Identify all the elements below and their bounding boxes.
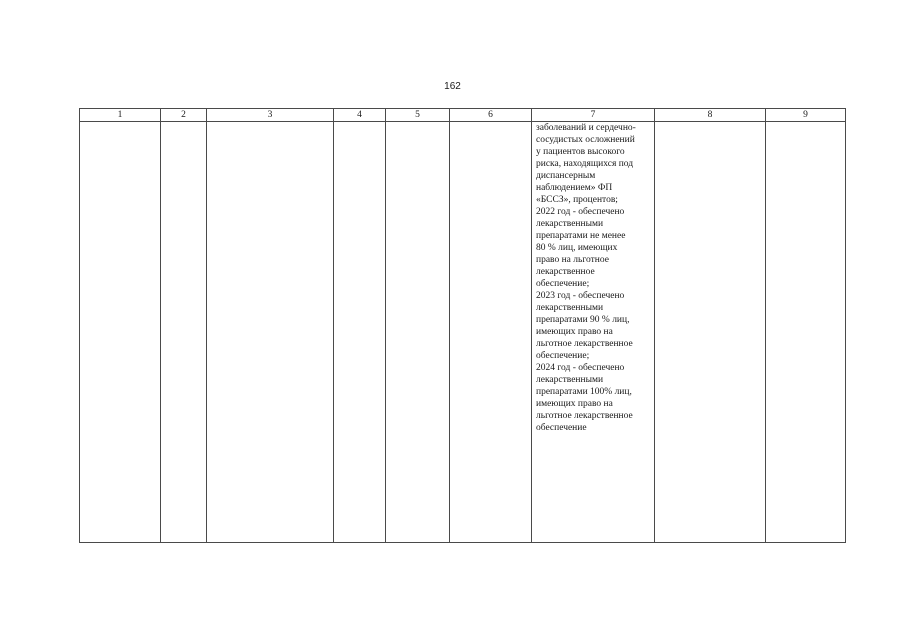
- table-cell-col-3: [207, 122, 334, 543]
- table-cell-col-4: [334, 122, 386, 543]
- column-header-9: 9: [766, 109, 846, 122]
- table-cell-col-9: [766, 122, 846, 543]
- table-cell-col-5: [386, 122, 450, 543]
- table-row: [80, 122, 846, 543]
- column-header-4: 4: [334, 109, 386, 122]
- table-cell-col-1: [80, 122, 161, 543]
- indicator-description-text: заболеваний и сердечно- сосудистых осложнений у пациентов высокого риска, находящихся под диспансерным наблюдением» ФП «БССЗ», процентов; 2022 год - обеспечено лекарственными препаратами не менее 80 % лиц, имеющих право на льготное лекарственное обеспечение; 2023 год - обеспечено лекарственными препаратами 90 % лиц, имеющих право на льготное лекарственное обеспечение; 2024 год - обеспечено лекарственными препаратами 100% лиц, имеющих право на льготное лекарственное обеспечение: [536, 123, 636, 433]
- table-cell-col-2: [161, 122, 207, 543]
- column-header-6: 6: [450, 109, 532, 122]
- table-cell-col-6: [450, 122, 532, 543]
- column-header-8: 8: [655, 109, 766, 122]
- column-header-7: 7: [532, 109, 655, 122]
- page-number: 162: [444, 81, 461, 92]
- column-header-3: 3: [207, 109, 334, 122]
- column-header-5: 5: [386, 109, 450, 122]
- table-cell-col-8: [655, 122, 766, 543]
- table-cell-col-7: [532, 122, 655, 543]
- column-header-2: 2: [161, 109, 207, 122]
- column-header-1: 1: [80, 109, 161, 122]
- document-table: [79, 108, 846, 543]
- table-header-row: [80, 109, 846, 122]
